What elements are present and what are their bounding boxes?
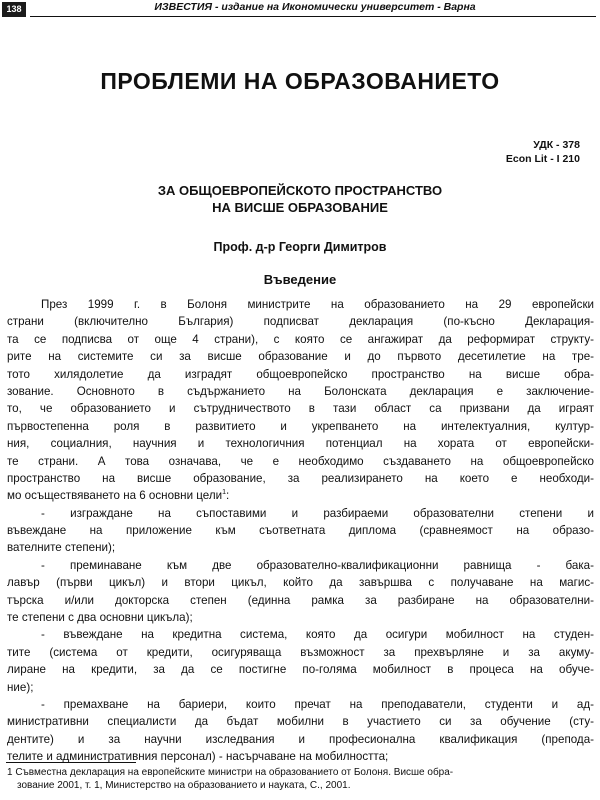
- body-line: лиране на кредити, за да се постигне по-голяма мобилност в процеса на обуче-: [7, 663, 594, 677]
- page-number: 138: [2, 2, 26, 17]
- body-line: министративни специалисти да бъдат мобилни в участието си за обучение (сту-: [7, 715, 594, 729]
- article-title: [0, 182, 600, 216]
- body-line: те страни. А това означава, че е необходимо създаването на общоевропейско: [7, 454, 594, 468]
- intro-heading: Въведение: [263, 272, 337, 287]
- body-line: - изграждане на съпоставими и разбираеми образователни степени и: [41, 506, 594, 520]
- footnote-reference: 1: [222, 489, 227, 497]
- body-line: тото хилядолетие да изградят общоевропейско пространство на висше обра-: [7, 367, 594, 381]
- udk-code: УДК - 378: [533, 139, 580, 151]
- running-head-text: ИЗВЕСТИЯ - издание на Икономически университет - Варна: [154, 1, 476, 13]
- footnote-line: 1 Съвместна декларация на европейските министри на образованието от Болоня. Висше обра-: [7, 767, 454, 778]
- body-line: дентите) и за научни изследвания и професионална квалификация (препода-: [7, 732, 594, 746]
- body-line: мо осъществяването на 6 основни цели$^1$:: [7, 489, 230, 503]
- body-line: През 1999 г. в Болоня министрите на образованието на 29 европейски: [41, 298, 594, 311]
- running-header: [0, 0, 600, 20]
- classification-codes: [506, 138, 580, 166]
- body-line: телите и административния персонал) - насърчаване на мобилността;: [7, 750, 389, 764]
- body-line: страни (включително България) подписват декларация (по-късно Декларация-: [7, 315, 594, 329]
- body-line: първостепенна роля в развитието и укрепването на интелектуалния, култур-: [7, 419, 594, 433]
- body-line: пространство на висше образование, за реализирането на което е необходи-: [7, 471, 594, 485]
- body-line-text: мо осъществяването на 6 основни цели: [7, 489, 223, 503]
- body-line: ния, социалния, научния и технологичния потенциал на хората от европейски-: [7, 437, 594, 451]
- body-line: въвеждане на приложение към съответната диплома (сравнеямост на образо-: [7, 524, 594, 538]
- footnote-rule: [6, 762, 136, 763]
- body-line: вателните степени);: [7, 541, 116, 555]
- header-rule: [30, 16, 596, 17]
- body-line: та се подписва от още 4 страни), с която се ангажират да реформират структу-: [7, 332, 594, 346]
- econlit-code: Econ Lit - I 210: [505, 153, 580, 165]
- body-line: - премахване на бариери, които пречат на преподаватели, студенти и ад-: [41, 697, 594, 711]
- author: Проф. д-р Георги Димитров: [213, 240, 387, 254]
- body-line: ние);: [7, 680, 34, 694]
- body-line: зование. Основното в съдържанието на Болонската декларация е заключение-: [7, 384, 594, 398]
- body-line: търска и/или докторска степен (единна рамка за разбиране на образователни-: [7, 593, 594, 607]
- body-line: рите на системите си за висше образование и до първото десетилетие на тре-: [7, 350, 594, 364]
- body-line: - въвеждане на кредитна система, която да осигури мобилност на студен-: [41, 628, 594, 642]
- body-line: лавър (първи цикъл) и втори цикъл, който да завършва с получаване на магис-: [7, 576, 594, 590]
- body-line: тите (система от кредити, осигуряваща възможност за прехвърляне и за акуму-: [7, 645, 594, 659]
- section-title: ПРОБЛЕМИ НА ОБРАЗОВАНИЕТО: [100, 68, 500, 94]
- body-line: то, че образованието и сътрудничеството в тази област са призвани да играят: [7, 402, 594, 416]
- footnote-line: зование 2001, т. 1, Министерство на образованието и науката, С., 2001.: [17, 780, 351, 791]
- body-text: [7, 296, 594, 766]
- article-title-line-2: НА ВИСШЕ ОБРАЗОВАНИЕ: [212, 200, 388, 215]
- article-title-line-1: ЗА ОБЩОЕВРОПЕЙСКОТО ПРОСТРАНСТВО: [157, 183, 443, 198]
- body-line: те степени с два основни цикъла);: [7, 611, 193, 625]
- body-line: - преминаване към две образователно-квалификационни равнища - бака-: [41, 558, 594, 572]
- footnote: [7, 766, 594, 792]
